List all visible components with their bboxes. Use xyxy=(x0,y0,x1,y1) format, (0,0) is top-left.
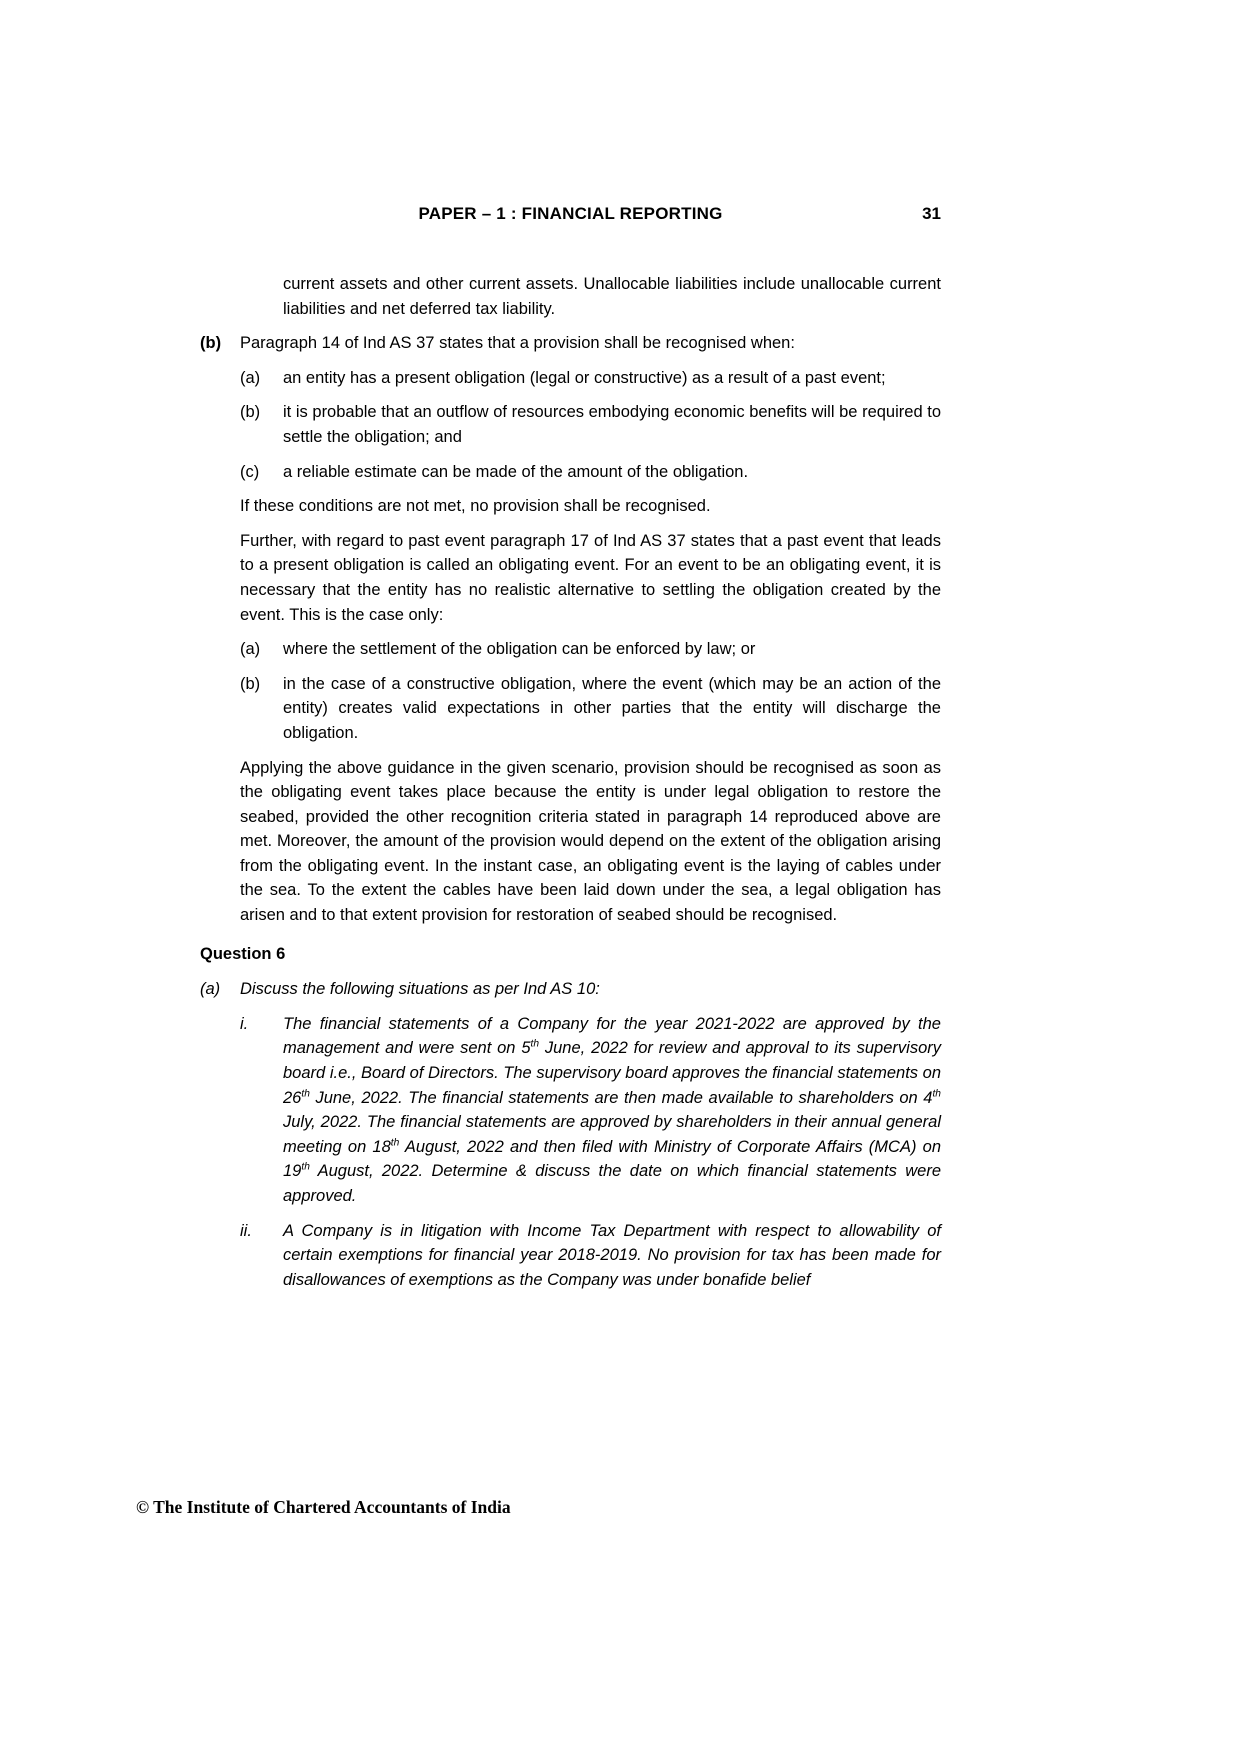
condition-b-label: (b) xyxy=(240,403,261,422)
case-b-text: in the case of a constructive obligation, where the event (which may be an action of the entity) creates valid expectations in other parties that the entity will discharge the obligation. xyxy=(283,674,941,742)
paragraph-further-past-event: Further, with regard to past event paragraph 17 of Ind AS 37 states that a past event that leads to a present obligation is called an obligating event. For an event to be an obligating event, it is necessary that the entity has no realistic alternative to settling the obligation created by the event. This is the case only: xyxy=(240,531,941,624)
condition-b-text: it is probable that an outflow of resources embodying economic benefits will be required to settle the obligation; and xyxy=(283,403,941,446)
paper-title: PAPER – 1 : FINANCIAL REPORTING xyxy=(418,204,723,223)
page-content xyxy=(200,272,941,1302)
question-6-heading: Question 6 xyxy=(200,944,286,963)
case-a-text: where the settlement of the obligation can be enforced by law; or xyxy=(283,640,756,659)
situation-ii-label: ii. xyxy=(240,1221,252,1240)
condition-c-text: a reliable estimate can be made of the amount of the obligation. xyxy=(283,462,749,481)
case-a-label: (a) xyxy=(240,640,261,659)
page-header xyxy=(200,204,941,224)
condition-a-text: an entity has a present obligation (legal or constructive) as a result of a past event; xyxy=(283,368,886,387)
question-6-item-a-text: Discuss the following situations as per Ind AS 10: xyxy=(240,980,600,999)
question-6-item-a-label: (a) xyxy=(200,980,221,999)
situation-ii-text: A Company is in litigation with Income Tax Department with respect to allowability of certain exemptions for financial year 2018-2019. No provision for tax has been made for disallowances of exemptions as the Company was under bonafide belief xyxy=(283,1221,941,1289)
condition-c-label: (c) xyxy=(240,462,260,481)
item-b xyxy=(200,331,941,937)
situation-i-text: The financial statements of a Company for the year 2021-2022 are approved by the management and were sent on 5th June, 2022 for review and approval to its supervisory board i.e., Board of Directors. The supervisory board approves the financial statements on 26th June, 2022. The financial statements are then made available to shareholders on 4th July, 2022. The financial statements are approved by shareholders in their annual general meeting on 18th August, 2022 and then filed with Ministry of Corporate Affairs (MCA) on 19th August, 2022. Determine & discuss the date on which financial statements were approved. xyxy=(283,1014,942,1205)
condition-item-c xyxy=(240,460,941,495)
item-b-body xyxy=(240,331,941,937)
page-number: 31 xyxy=(922,204,941,223)
item-b-label: (b) xyxy=(200,334,222,353)
copyright-footer: © The Institute of Chartered Accountants of India xyxy=(136,1497,511,1517)
case-item-b xyxy=(240,672,941,756)
situation-ii xyxy=(240,1219,941,1303)
case-item-a xyxy=(240,637,941,672)
question-6-item-a-body xyxy=(240,977,941,1302)
condition-item-b xyxy=(240,400,941,459)
situation-i-label: i. xyxy=(240,1014,249,1033)
case-b-label: (b) xyxy=(240,674,261,693)
condition-a-label: (a) xyxy=(240,368,261,387)
continuation-paragraph: current assets and other current assets. Unallocable liabilities include unallocable current liabilities and net deferred tax liability. xyxy=(283,275,941,318)
paragraph-applying-guidance: Applying the above guidance in the given scenario, provision should be recognised as soon as the obligating event takes place because the entity is under legal obligation to restore the seabed, provided the other recognition criteria stated in paragraph 14 reproduced above are met. Moreover, the amount of the provision would depend on the extent of the obligation arising from the obligating event. In the instant case, an obligating event is the laying of cables under the sea. To the extent the cables have been laid down under the sea, a legal obligation has arisen and to that extent provision for restoration of seabed should be recognised. xyxy=(240,758,941,925)
question-6-item-a xyxy=(200,977,941,1302)
condition-item-a xyxy=(240,366,941,401)
item-b-lead: Paragraph 14 of Ind AS 37 states that a provision shall be recognised when: xyxy=(240,334,795,353)
situation-i xyxy=(240,1012,941,1219)
paragraph-conditions-not-met: If these conditions are not met, no provision shall be recognised. xyxy=(240,497,711,516)
